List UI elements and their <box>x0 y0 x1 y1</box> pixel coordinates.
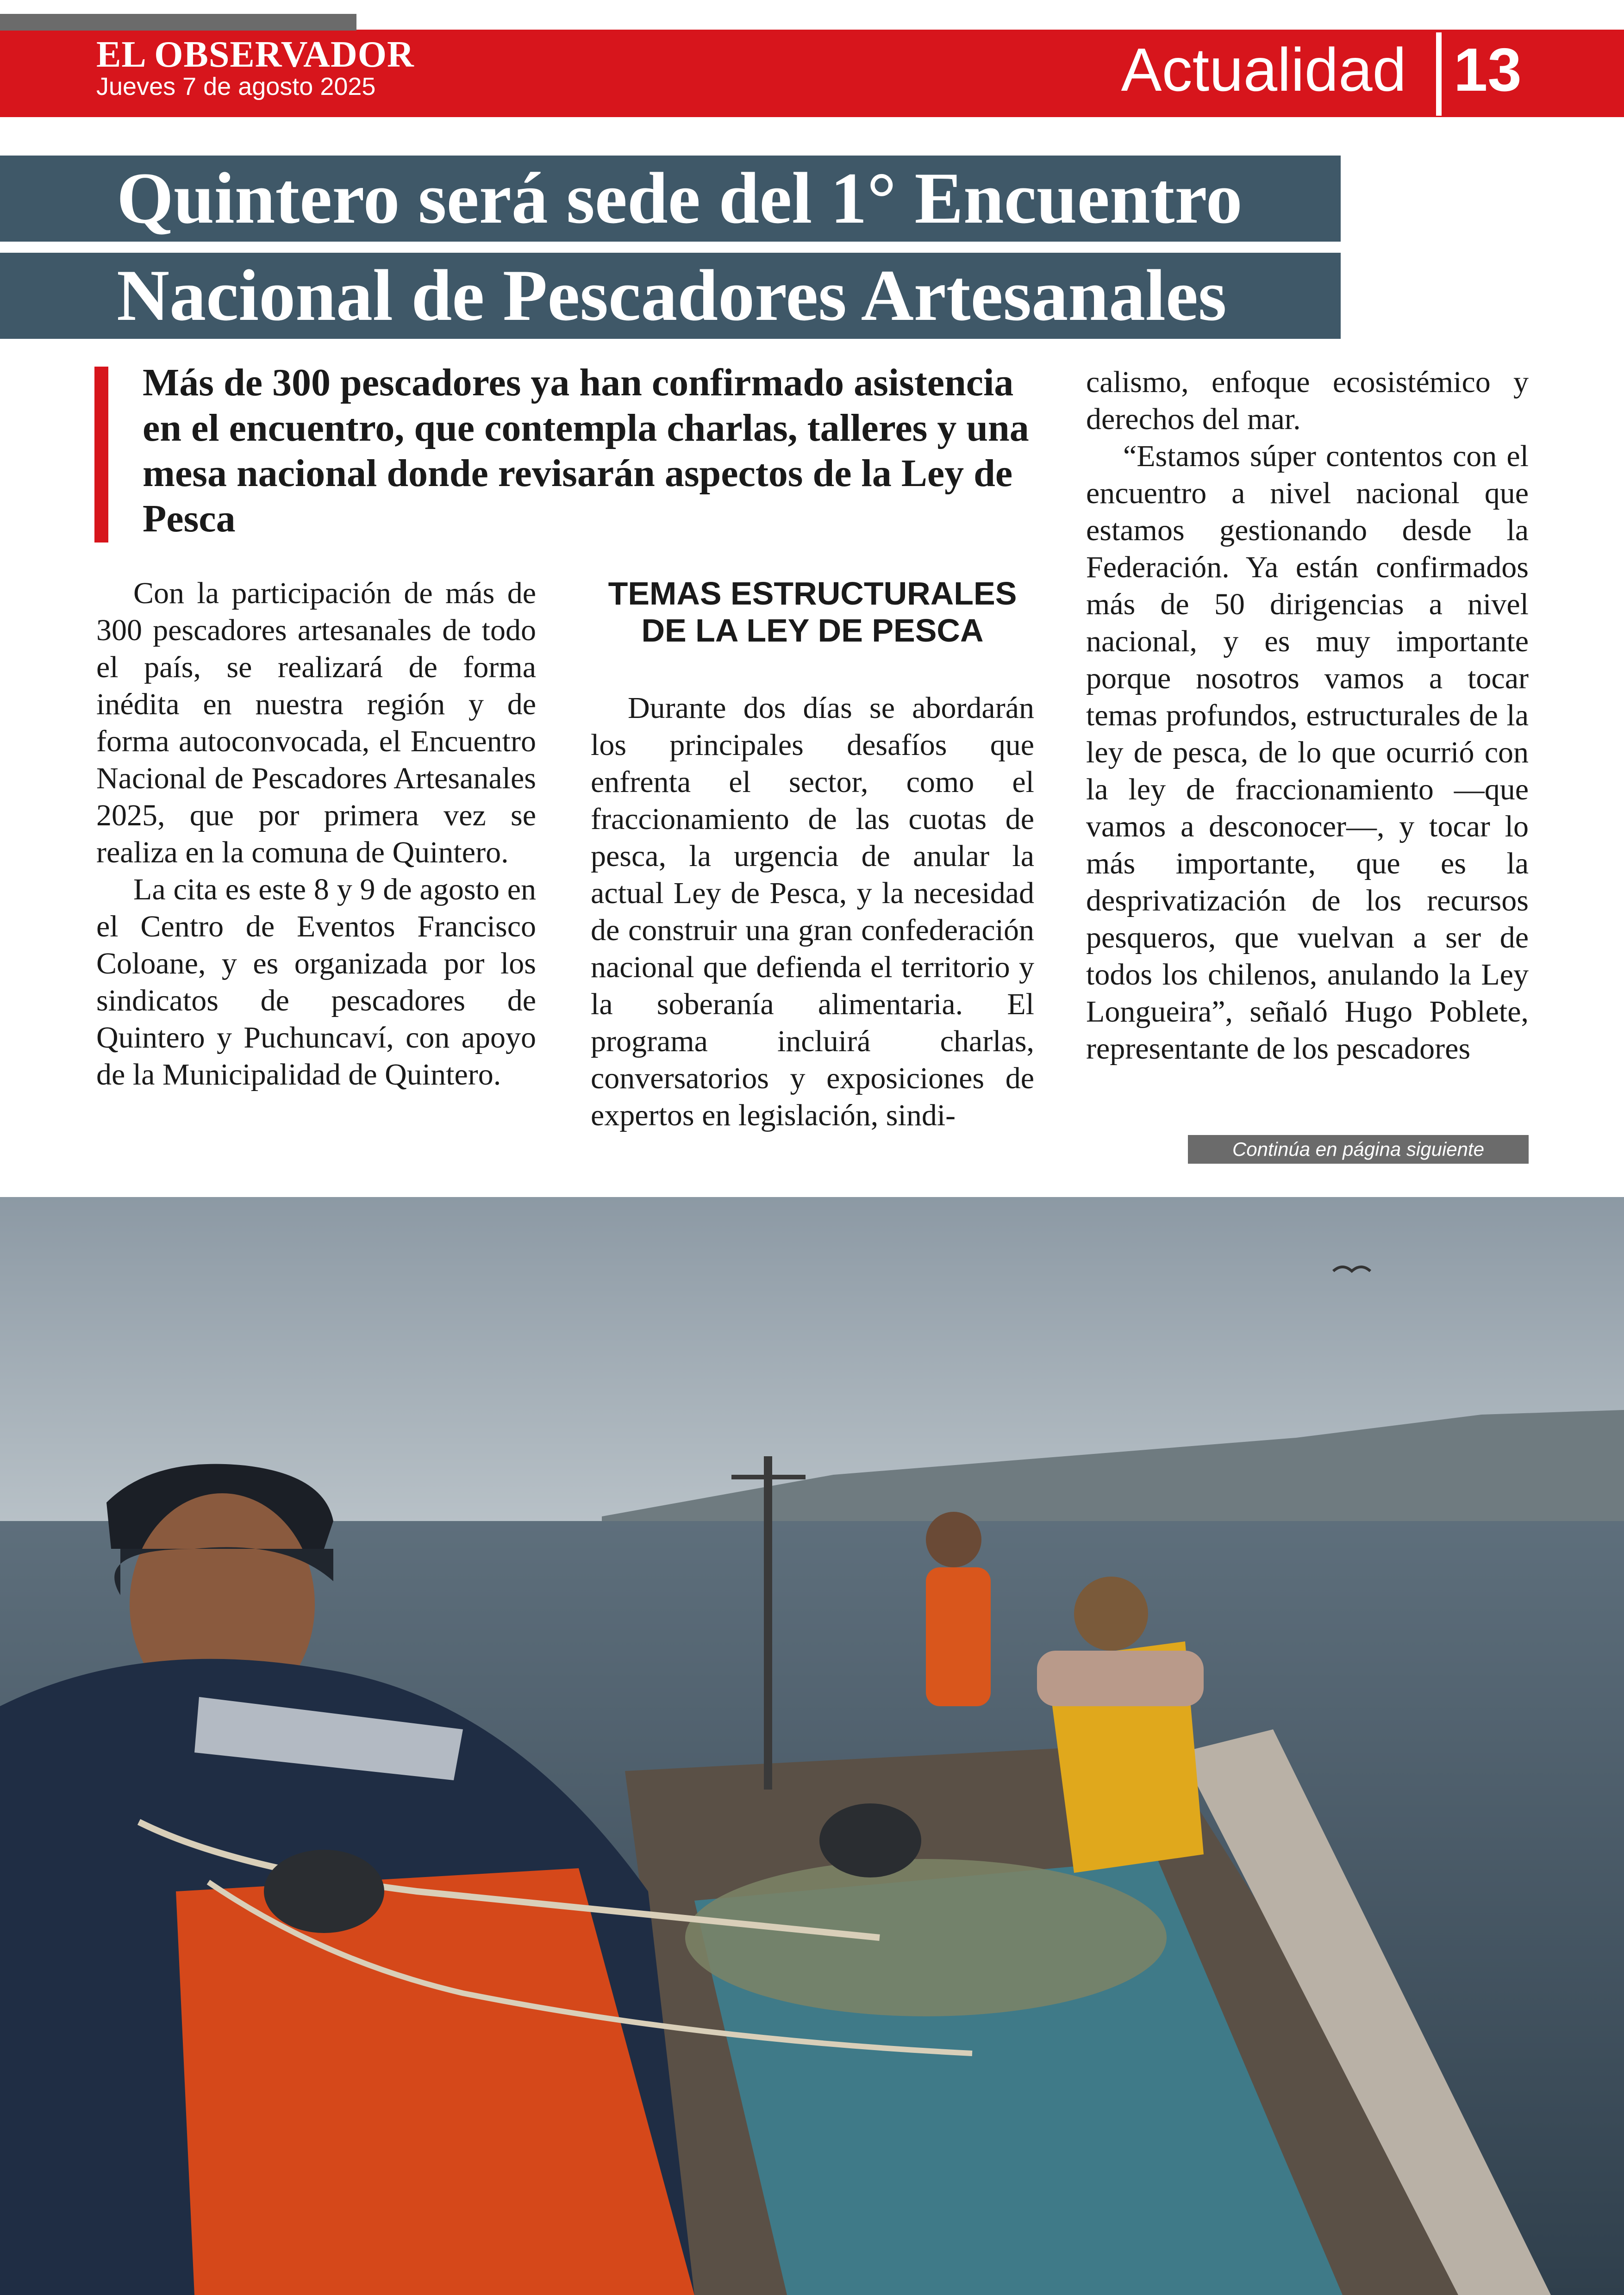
page-number-divider <box>1436 32 1442 116</box>
newspaper-name: EL OBSERVADOR <box>96 34 414 75</box>
body-paragraph: La cita es este 8 y 9 de agosto en el Centro de Eventos Francisco Coloane, y es organizada por los sindicatos de pescadores de Quintero y Puchuncaví, con apoyo de la Municipalidad de Quintero. <box>96 873 536 1091</box>
body-paragraph-quote: “Estamos súper contentos con el encuentro a nivel nacional que estamos gestionando desde la Federación. Ya están confirmados más de 50 dirigencias a nivel nacional, y es muy importante porque nosotros vamos a tocar temas profundos, estructurales de la ley de pesca, de lo que ocurrió con la ley de fraccionamiento —que vamos a desconocer—, y tocar lo más importante, que es la desprivatización de los recursos pesqueros, que vuelvan a ser de todos los chilenos, anulando la Ley Longueira”, señaló Hugo Poblete, representante de los pescadores <box>1086 439 1529 1066</box>
body-paragraph-continuation: calismo, enfoque ecosistémico y derechos del mar. <box>1086 365 1529 436</box>
body-paragraph: Durante dos días se abordarán los principales desafíos que enfrenta el sector, como el fraccionamiento de las cuotas de pesca, la urgencia de anular la actual Ley de Pesca, y la necesidad de construir una gran confederación nacional que defienda el territorio y la soberanía alimentaria. El programa incluirá charlas, conversatorios y exposiciones de expertos en legislación, sindi- <box>591 691 1034 1132</box>
masthead-grey-tab <box>0 14 356 31</box>
lede-accent-rule <box>94 367 108 543</box>
article-column-2 <box>591 690 1034 1134</box>
section-label: Actualidad <box>1121 36 1406 104</box>
section-subheading: TEMAS ESTRUCTURALES DE LA LEY DE PESCA <box>608 575 1017 649</box>
article-column-1 <box>96 575 536 1093</box>
continues-next-page-tag: Continúa en página siguiente <box>1188 1135 1529 1164</box>
article-lede: Más de 300 pescadores ya han confirmado asistencia en el encuentro, que contempla charlas, talleres y una mesa nacional donde revisarán aspectos de la Ley de Pesca <box>143 361 1029 540</box>
issue-date: Jueves 7 de agosto 2025 <box>96 73 376 100</box>
fishermen-boat-photo <box>0 1197 1624 2295</box>
page-number: 13 <box>1454 36 1522 104</box>
article-column-3 <box>1086 364 1529 1067</box>
headline-line-2: Nacional de Pescadores Artesanales <box>117 255 1227 336</box>
headline-line-1: Quintero será sede del 1° Encuentro <box>117 158 1243 239</box>
body-paragraph: Con la participación de más de 300 pescadores artesanales de todo el país, se realizará de forma inédita en nuestra región y de forma autoconvocada, el Encuentro Nacional de Pescadores Artesanales 2025, que por primera vez se realiza en la comuna de Quintero. <box>96 576 536 869</box>
